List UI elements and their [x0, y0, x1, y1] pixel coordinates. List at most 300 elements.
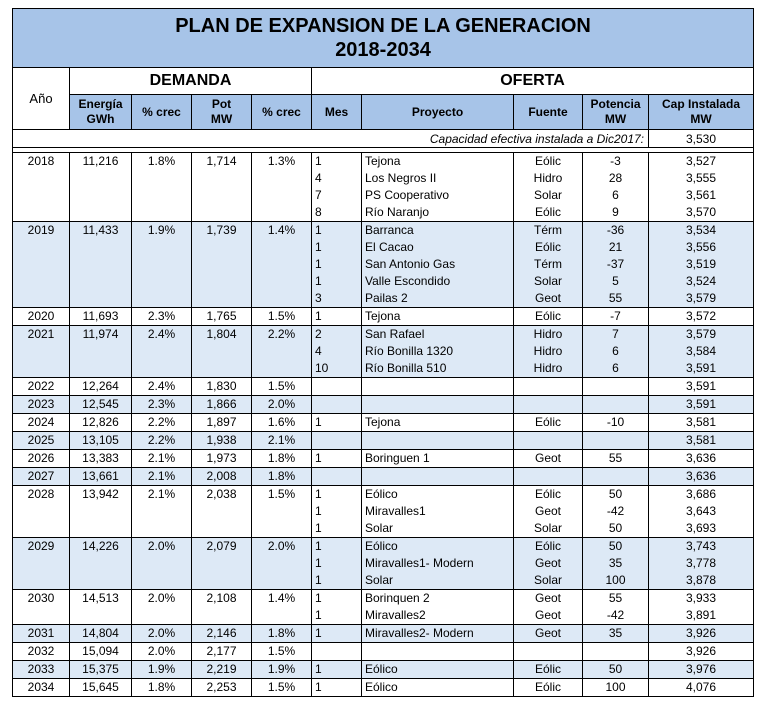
row-mes-entry: [315, 378, 361, 395]
row-proyecto-entry: Río Bonilla 510: [365, 361, 447, 375]
row-proyecto-entry: [365, 396, 513, 413]
row-potencia-entry: 35: [608, 556, 623, 570]
row-mes-entry: 1: [315, 274, 322, 288]
row-mes: [312, 590, 362, 625]
row-proyecto-entry: Tejona: [365, 309, 401, 323]
row-mes: [312, 679, 362, 697]
row-fuente-entry: Geot: [534, 291, 561, 305]
row-proyecto-entry: Miravalles2- Modern: [365, 626, 474, 640]
row-potencia-entry: 50: [608, 539, 623, 553]
row-pot: 1,739: [192, 222, 252, 308]
row-proyecto-entry: Río Naranjo: [365, 205, 430, 219]
row-cap-instalada-entry: 3,926: [686, 626, 717, 640]
table-row: [13, 661, 754, 679]
row-mes: [312, 153, 362, 222]
row-fuente: [514, 590, 583, 625]
row-cap-instalada-entry: 3,591: [686, 379, 717, 393]
row-cap-instalada-entry: 3,743: [686, 539, 717, 553]
row-fuente: [514, 308, 583, 326]
row-cap-instalada: [649, 661, 754, 679]
row-potencia-entry: [583, 643, 648, 660]
row-mes-entry: 1: [315, 556, 322, 570]
row-cap-instalada-entry: 3,636: [686, 469, 717, 483]
row-cap-instalada-entry: 3,891: [686, 608, 717, 622]
row-pot: 2,146: [192, 625, 252, 643]
row-crec-pot: 1.8%: [252, 450, 312, 468]
row-cap-instalada: [649, 153, 754, 222]
row-proyecto-entry: San Rafael: [365, 327, 425, 341]
row-potencia: [583, 432, 649, 450]
row-fuente-entry: Solar: [533, 274, 562, 288]
row-mes-entry: 1: [315, 451, 322, 465]
row-crec-pot: 1.4%: [252, 590, 312, 625]
row-crec-pot: 1.9%: [252, 661, 312, 679]
row-year: 2028: [13, 486, 70, 538]
row-mes: [312, 432, 362, 450]
row-energia: 14,513: [70, 590, 132, 625]
row-fuente-entry: Térm: [534, 223, 562, 237]
row-energia: 14,226: [70, 538, 132, 590]
page-subtitle: 2018-2034: [335, 39, 431, 61]
row-potencia: [583, 378, 649, 396]
row-crec-energia: 2.4%: [132, 326, 192, 378]
row-pot: 2,108: [192, 590, 252, 625]
row-crec-energia: 2.0%: [132, 538, 192, 590]
row-potencia-entry: -42: [606, 608, 625, 622]
row-crec-energia: 1.8%: [132, 153, 192, 222]
row-crec-energia: 2.3%: [132, 396, 192, 414]
row-mes-entry: 1: [315, 573, 322, 587]
row-potencia-entry: 55: [608, 591, 623, 605]
page-title: PLAN DE EXPANSION DE LA GENERACION: [175, 15, 591, 37]
row-cap-instalada-entry: 4,076: [686, 680, 717, 694]
row-potencia-entry: 28: [608, 171, 623, 185]
row-mes: [312, 468, 362, 486]
row-mes-entry: [315, 643, 361, 660]
row-proyecto: [362, 661, 514, 679]
row-proyecto: [362, 326, 514, 378]
row-cap-instalada-entry: 3,579: [686, 327, 717, 341]
row-energia: 13,661: [70, 468, 132, 486]
table-row: [13, 396, 754, 414]
row-cap-instalada: [649, 679, 754, 697]
row-potencia: [583, 468, 649, 486]
row-mes-entry: 7: [315, 188, 322, 202]
header-fuente: Fuente: [514, 95, 583, 130]
row-proyecto-entry: Barranca: [365, 223, 414, 237]
row-fuente-entry: Eólic: [534, 415, 561, 429]
row-year: 2019: [13, 222, 70, 308]
header-mes: Mes: [312, 95, 362, 130]
row-fuente: [514, 679, 583, 697]
row-potencia-entry: 21: [608, 240, 623, 254]
row-mes-entry: 4: [315, 171, 322, 185]
row-year: 2023: [13, 396, 70, 414]
row-proyecto-entry: Eólico: [365, 487, 398, 501]
row-year: 2032: [13, 643, 70, 661]
row-crec-pot: 2.0%: [252, 538, 312, 590]
header-energia: Energía GWh: [70, 95, 132, 130]
row-crec-energia: 2.3%: [132, 308, 192, 326]
row-potencia: [583, 486, 649, 538]
row-fuente-entry: [514, 396, 582, 413]
row-proyecto-entry: Tejona: [365, 415, 401, 429]
row-pot: 2,038: [192, 486, 252, 538]
header-crec-energia: % crec: [132, 95, 192, 130]
row-cap-instalada: [649, 538, 754, 590]
row-mes-entry: [315, 432, 361, 449]
row-crec-energia: 2.0%: [132, 643, 192, 661]
row-potencia-entry: -42: [606, 504, 625, 518]
row-proyecto: [362, 378, 514, 396]
row-mes-entry: 3: [315, 291, 322, 305]
row-pot: 1,973: [192, 450, 252, 468]
row-potencia-entry: -37: [606, 257, 625, 271]
row-fuente-entry: Solar: [533, 521, 562, 535]
row-cap-instalada: [649, 308, 754, 326]
row-mes-entry: [315, 396, 361, 413]
row-proyecto-entry: Borinquen 2: [365, 591, 430, 605]
row-pot: 2,079: [192, 538, 252, 590]
row-proyecto-entry: Valle Escondido: [365, 274, 451, 288]
row-cap-instalada-entry: 3,636: [686, 451, 717, 465]
row-potencia: [583, 450, 649, 468]
row-mes: [312, 308, 362, 326]
row-crec-pot: 2.0%: [252, 396, 312, 414]
row-mes-entry: 1: [315, 487, 322, 501]
row-fuente-entry: Solar: [533, 188, 562, 202]
row-proyecto: [362, 486, 514, 538]
row-potencia: [583, 538, 649, 590]
row-crec-energia: 2.0%: [132, 590, 192, 625]
row-energia: 15,375: [70, 661, 132, 679]
row-fuente-entry: Geot: [534, 451, 561, 465]
row-proyecto-entry: Miravalles1: [365, 504, 426, 518]
row-fuente: [514, 538, 583, 590]
table-row: [13, 643, 754, 661]
row-potencia-entry: [583, 378, 648, 395]
row-proyecto: [362, 538, 514, 590]
row-mes-entry: [315, 468, 361, 485]
row-proyecto-entry: [365, 378, 513, 395]
row-energia: 12,264: [70, 378, 132, 396]
row-pot: 1,804: [192, 326, 252, 378]
table-title: [13, 9, 754, 68]
row-cap-instalada-entry: 3,591: [686, 397, 717, 411]
row-crec-energia: 2.0%: [132, 625, 192, 643]
header-pot: Pot MW: [192, 95, 252, 130]
row-crec-energia: 1.8%: [132, 679, 192, 697]
row-cap-instalada-entry: 3,976: [686, 662, 717, 676]
row-potencia-entry: 35: [608, 626, 623, 640]
row-potencia: [583, 153, 649, 222]
row-pot: 1,897: [192, 414, 252, 432]
row-mes: [312, 378, 362, 396]
row-cap-instalada: [649, 432, 754, 450]
row-cap-instalada-entry: 3,778: [686, 556, 717, 570]
row-energia: 12,545: [70, 396, 132, 414]
row-potencia-entry: 100: [605, 680, 626, 694]
row-fuente: [514, 468, 583, 486]
row-cap-instalada-entry: 3,926: [686, 644, 717, 658]
row-fuente: [514, 396, 583, 414]
row-proyecto-entry: Boringuen 1: [365, 451, 430, 465]
row-proyecto: [362, 468, 514, 486]
row-proyecto: [362, 643, 514, 661]
row-potencia-entry: 6: [612, 344, 619, 358]
row-mes-entry: 1: [315, 521, 322, 535]
row-cap-instalada-entry: 3,693: [686, 521, 717, 535]
row-crec-pot: 1.5%: [252, 378, 312, 396]
capacidad-value: 3,530: [649, 130, 754, 148]
row-proyecto-entry: Eólico: [365, 680, 398, 694]
row-fuente-entry: Solar: [533, 573, 562, 587]
row-potencia: [583, 625, 649, 643]
row-fuente-entry: Geot: [534, 608, 561, 622]
row-potencia-entry: -3: [610, 154, 621, 168]
row-year: 2018: [13, 153, 70, 222]
row-pot: 2,253: [192, 679, 252, 697]
row-proyecto-entry: Miravalles2: [365, 608, 426, 622]
row-fuente-entry: Eólic: [534, 309, 561, 323]
row-cap-instalada: [649, 222, 754, 308]
row-crec-pot: 1.8%: [252, 468, 312, 486]
row-energia: 15,645: [70, 679, 132, 697]
row-potencia: [583, 326, 649, 378]
row-crec-pot: 1.4%: [252, 222, 312, 308]
row-mes-entry: 2: [315, 327, 322, 341]
row-fuente: [514, 432, 583, 450]
row-cap-instalada: [649, 414, 754, 432]
row-pot: 2,008: [192, 468, 252, 486]
row-proyecto-entry: Tejona: [365, 154, 401, 168]
row-fuente-entry: Térm: [534, 257, 562, 271]
row-fuente: [514, 643, 583, 661]
table-row: [13, 378, 754, 396]
row-cap-instalada-entry: 3,584: [686, 344, 717, 358]
row-fuente: [514, 414, 583, 432]
table-row: [13, 308, 754, 326]
row-fuente: [514, 153, 583, 222]
row-proyecto: [362, 450, 514, 468]
row-potencia-entry: 9: [612, 205, 619, 219]
row-mes-entry: 1: [315, 626, 322, 640]
expansion-plan-document: [12, 8, 753, 697]
row-cap-instalada-entry: 3,561: [686, 188, 717, 202]
row-year: 2020: [13, 308, 70, 326]
row-cap-instalada-entry: 3,524: [686, 274, 717, 288]
row-energia: 11,974: [70, 326, 132, 378]
row-potencia-entry: 6: [612, 361, 619, 375]
row-proyecto-entry: Solar: [365, 521, 394, 535]
row-cap-instalada: [649, 326, 754, 378]
row-proyecto: [362, 222, 514, 308]
row-potencia-entry: -7: [610, 309, 621, 323]
row-proyecto: [362, 625, 514, 643]
header-proyecto: Proyecto: [362, 95, 514, 130]
row-crec-energia: 2.1%: [132, 450, 192, 468]
row-fuente: [514, 222, 583, 308]
row-crec-pot: 1.3%: [252, 153, 312, 222]
row-energia: 11,693: [70, 308, 132, 326]
row-cap-instalada: [649, 396, 754, 414]
row-cap-instalada: [649, 625, 754, 643]
row-year: 2029: [13, 538, 70, 590]
row-fuente-entry: Hidro: [533, 361, 563, 375]
row-fuente-entry: Eólic: [534, 154, 561, 168]
row-mes-entry: 1: [315, 591, 322, 605]
row-cap-instalada: [649, 590, 754, 625]
row-energia: 11,216: [70, 153, 132, 222]
row-potencia-entry: 5: [612, 274, 619, 288]
row-fuente-entry: Eólic: [534, 240, 561, 254]
row-fuente: [514, 450, 583, 468]
row-potencia-entry: 100: [605, 573, 626, 587]
row-pot: 1,830: [192, 378, 252, 396]
table-row: [13, 450, 754, 468]
row-year: 2026: [13, 450, 70, 468]
row-mes-entry: 1: [315, 309, 322, 323]
row-fuente-entry: Hidro: [533, 327, 563, 341]
row-potencia-entry: 55: [608, 451, 623, 465]
row-energia: 11,433: [70, 222, 132, 308]
row-cap-instalada-entry: 3,933: [686, 591, 717, 605]
row-year: 2033: [13, 661, 70, 679]
row-mes: [312, 450, 362, 468]
row-mes-entry: 1: [315, 608, 322, 622]
row-crec-energia: 1.9%: [132, 661, 192, 679]
row-pot: 2,219: [192, 661, 252, 679]
row-proyecto: [362, 414, 514, 432]
row-proyecto-entry: Eólico: [365, 539, 398, 553]
row-crec-pot: 1.8%: [252, 625, 312, 643]
row-potencia-entry: 50: [608, 521, 623, 535]
row-mes: [312, 661, 362, 679]
row-year: 2027: [13, 468, 70, 486]
row-cap-instalada-entry: 3,572: [686, 309, 717, 323]
row-mes: [312, 486, 362, 538]
header-oferta: OFERTA: [312, 68, 754, 95]
table-row: [13, 468, 754, 486]
row-fuente-entry: Geot: [534, 556, 561, 570]
row-year: 2030: [13, 590, 70, 625]
row-mes: [312, 396, 362, 414]
row-proyecto-entry: San Antonio Gas: [365, 257, 456, 271]
row-fuente: [514, 378, 583, 396]
table-row: [13, 679, 754, 697]
row-mes: [312, 538, 362, 590]
row-mes: [312, 625, 362, 643]
row-crec-energia: 2.4%: [132, 378, 192, 396]
row-crec-pot: 1.5%: [252, 486, 312, 538]
row-energia: 13,942: [70, 486, 132, 538]
row-cap-instalada-entry: 3,581: [686, 433, 717, 447]
row-cap-instalada: [649, 643, 754, 661]
row-potencia: [583, 661, 649, 679]
row-cap-instalada-entry: 3,686: [686, 487, 717, 501]
row-fuente-entry: Geot: [534, 626, 561, 640]
row-crec-pot: 1.5%: [252, 308, 312, 326]
row-proyecto-entry: Río Bonilla 1320: [365, 344, 454, 358]
row-cap-instalada-entry: 3,878: [686, 573, 717, 587]
row-crec-pot: 1.5%: [252, 679, 312, 697]
row-mes: [312, 222, 362, 308]
row-fuente-entry: [514, 643, 582, 660]
row-proyecto-entry: Eólico: [365, 662, 398, 676]
row-cap-instalada-entry: 3,519: [686, 257, 717, 271]
row-potencia-entry: [583, 396, 648, 413]
row-mes: [312, 326, 362, 378]
row-potencia: [583, 308, 649, 326]
row-mes: [312, 643, 362, 661]
row-proyecto-entry: [365, 468, 513, 485]
row-proyecto-entry: El Cacao: [365, 240, 414, 254]
row-fuente-entry: Eólic: [534, 539, 561, 553]
row-mes-entry: 1: [315, 240, 322, 254]
row-potencia: [583, 222, 649, 308]
header-cap-instalada: Cap Instalada MW: [649, 95, 754, 130]
row-fuente-entry: Geot: [534, 504, 561, 518]
row-proyecto-entry: PS Cooperativo: [365, 188, 450, 202]
row-fuente: [514, 326, 583, 378]
row-potencia: [583, 643, 649, 661]
row-mes-entry: 4: [315, 344, 322, 358]
row-year: 2022: [13, 378, 70, 396]
row-proyecto: [362, 396, 514, 414]
row-pot: 1,765: [192, 308, 252, 326]
row-potencia-entry: [583, 468, 648, 485]
row-mes-entry: 1: [315, 154, 322, 168]
row-cap-instalada: [649, 486, 754, 538]
expansion-plan-table: [12, 8, 754, 697]
row-mes-entry: 10: [315, 361, 329, 375]
row-energia: 12,826: [70, 414, 132, 432]
row-potencia-entry: 50: [608, 487, 623, 501]
table-row: [13, 538, 754, 590]
row-fuente-entry: Eólic: [534, 487, 561, 501]
row-energia: 15,094: [70, 643, 132, 661]
row-crec-pot: 2.2%: [252, 326, 312, 378]
row-cap-instalada-entry: 3,570: [686, 205, 717, 219]
row-energia: 13,383: [70, 450, 132, 468]
row-proyecto-entry: Miravalles1- Modern: [365, 556, 474, 570]
row-cap-instalada-entry: 3,555: [686, 171, 717, 185]
row-potencia-entry: -36: [606, 223, 625, 237]
row-cap-instalada: [649, 468, 754, 486]
row-pot: 2,177: [192, 643, 252, 661]
row-potencia-entry: 7: [612, 327, 619, 341]
row-year: 2034: [13, 679, 70, 697]
row-potencia-entry: -10: [606, 415, 625, 429]
row-year: 2024: [13, 414, 70, 432]
row-fuente-entry: Hidro: [533, 344, 563, 358]
row-cap-instalada-entry: 3,591: [686, 361, 717, 375]
row-proyecto: [362, 153, 514, 222]
row-crec-energia: 2.1%: [132, 468, 192, 486]
table-row: [13, 432, 754, 450]
row-fuente-entry: Hidro: [533, 171, 563, 185]
row-mes-entry: 1: [315, 257, 322, 271]
table-row: [13, 222, 754, 308]
row-mes-entry: 1: [315, 415, 322, 429]
row-fuente-entry: Eólic: [534, 662, 561, 676]
table-row: [13, 414, 754, 432]
row-proyecto: [362, 590, 514, 625]
row-crec-energia: 2.1%: [132, 486, 192, 538]
row-crec-pot: 1.6%: [252, 414, 312, 432]
row-fuente-entry: [514, 432, 582, 449]
row-proyecto: [362, 679, 514, 697]
